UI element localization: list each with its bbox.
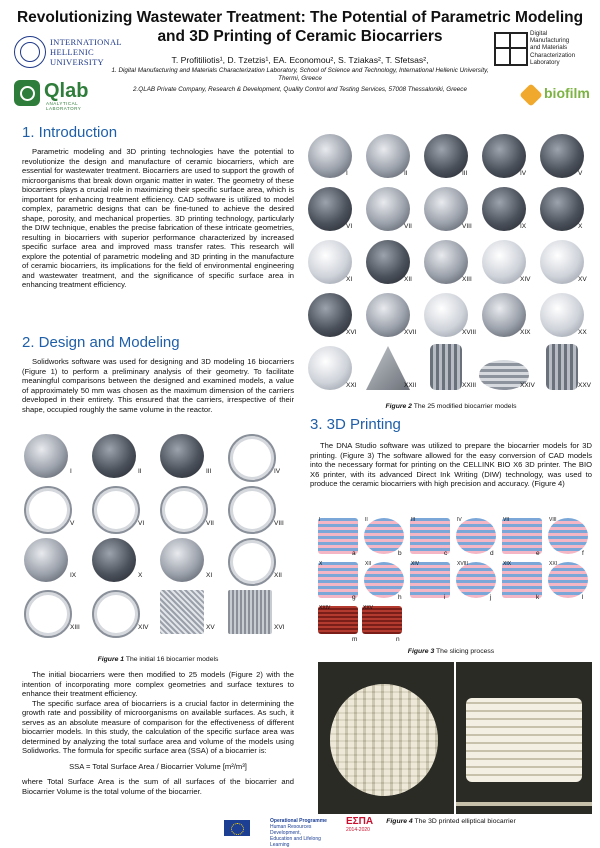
dmmcl-line-3: and Materials xyxy=(530,44,568,52)
figure-4-photo-top xyxy=(318,662,454,814)
fig2-label: XV xyxy=(578,276,587,283)
fig3-numeral: IV xyxy=(457,517,462,523)
fig3-slice-g xyxy=(318,562,358,598)
fig1-label: IX xyxy=(70,572,77,579)
fig3-slice-i xyxy=(410,562,450,598)
fig1-model-14 xyxy=(92,590,140,638)
ihu-logo xyxy=(14,32,124,72)
fig1-label: XV xyxy=(206,624,215,631)
title-line-1: Revolutionizing Wastewater Treatment: The Potential of Parametric Modeling xyxy=(16,9,584,26)
fig2-label: X xyxy=(578,223,583,230)
dmmcl-line-4: Characterization xyxy=(530,51,576,59)
fig1-model-15 xyxy=(160,590,204,634)
fig1-label: XII xyxy=(274,572,282,579)
design-heading: 2. Design and Modeling xyxy=(22,334,180,351)
figure-4-caption-text: The 3D printed elliptical biocarrier xyxy=(412,818,516,825)
fig2-label: VI xyxy=(346,223,353,230)
fig3-numeral: XXI xyxy=(549,561,558,567)
fig3-slice-h xyxy=(364,562,404,598)
intro-text: Parametric modeling and 3D printing technologies have the potential to revolutionize the design and manufacture of ceramic biocarriers, which are essential for wastewater treatment. Biocarriers are used to support the growth of microorganisms that break down organic matter in water. The geometry of these biocarriers plays a crucial role in maximizing their specific surface area, which is important for enhancing treatment efficiency. CAD software is utilized to model complex, parametric designs that can be fine-tuned to achieve the desired shape, porosity, and mechanical properties. 3D printing technology, particularly the DIW technique, enables the precise fabrication of these intricate geometries, resulting in biocarriers with superior performance characterized by increased specific surface area and improved mass transfer rates. This research will explore the potential of parametric modeling and 3D printing in the manufacture of ceramic biocarriers, its implications for the field of environmental engineering and wastewater treatment, and the significance of specific surface area in enhancing treatment efficiency. xyxy=(22,147,294,289)
fig3-numeral: XVIII xyxy=(457,561,468,567)
fig3-letter: n xyxy=(396,636,400,643)
fig1-model-1 xyxy=(24,434,68,478)
fig1-model-10 xyxy=(92,538,136,582)
fig1-label: X xyxy=(138,572,143,579)
qlab-sub: ANALYTICAL LABORATORY xyxy=(46,101,82,111)
dmmcl-line-2: Manufacturing xyxy=(530,37,570,45)
fig1-model-12 xyxy=(228,538,276,586)
espa-years: 2014-2020 xyxy=(346,827,370,833)
figure-2-caption-label: Figure 2 xyxy=(385,403,412,410)
fig1-model-8 xyxy=(228,486,276,534)
design-text: Solidworks software was used for designing and 3D modeling 16 biocarriers (Figure 1) to perform a preliminary analysis of their geometry. To facilitate meaningful comparisons between the designed and examined models, a value of approximately 50 mm was chosen as the maximum dimension of the carriers developed in their entirety. This ensured that the carriers, irrespective of their shape, occupied roughly the same volume in the reactor. xyxy=(22,357,294,414)
design-continued xyxy=(22,670,294,796)
op-line-3: Education and Lifelong Learning xyxy=(270,836,321,848)
authors: T. Profitiliotis¹, D. Tzetzis¹, EA. Economou², S. Tziakas², T. Sfetsas², xyxy=(171,55,429,65)
fig3-numeral: XII xyxy=(365,561,372,567)
design-section xyxy=(22,334,294,414)
op-line-2: Human Resources Development, xyxy=(270,824,312,836)
fig3-letter: e xyxy=(536,550,540,557)
printing-heading: 3. 3D Printing xyxy=(310,416,401,433)
fig2-label: XXV xyxy=(578,382,592,389)
fig1-label: V xyxy=(70,520,75,527)
intro-section xyxy=(22,124,294,290)
fig1-label: IV xyxy=(274,468,281,475)
fig1-model-13 xyxy=(24,590,72,638)
figure-2-caption-text: The 25 modified biocarrier models xyxy=(411,403,517,410)
fig3-letter: h xyxy=(398,594,402,601)
fig1-model-9 xyxy=(24,538,68,582)
figure-4-caption-label: Figure 4 xyxy=(386,818,413,825)
fig1-model-16 xyxy=(228,590,272,634)
fig2-label: XXII xyxy=(404,382,417,389)
fig3-letter: a xyxy=(352,550,356,557)
fig1-label: XVI xyxy=(274,624,285,631)
espa-logo xyxy=(346,816,396,833)
biofilm-logo xyxy=(520,82,598,108)
fig3-letter: m xyxy=(352,636,358,643)
fig1-label: XIV xyxy=(138,624,149,631)
qlab-name: Qlab xyxy=(44,80,89,102)
fig2-label: IX xyxy=(520,223,527,230)
fig3-numeral: XIV xyxy=(411,561,420,567)
fig3-slice-l xyxy=(548,562,588,598)
fig3-numeral: XIX xyxy=(503,561,512,567)
fig2-label: XII xyxy=(404,276,412,283)
fig3-numeral: VII xyxy=(503,517,510,523)
ihu-line-2: HELLENIC xyxy=(50,47,94,57)
fig3-slice-e xyxy=(502,518,542,554)
fig3-letter: d xyxy=(490,550,494,557)
figure-3-caption-text: The slicing process xyxy=(434,648,495,655)
fig1-model-11 xyxy=(160,538,204,582)
fig2-label: XX xyxy=(578,329,587,336)
ihu-line-1: INTERNATIONAL xyxy=(50,37,122,47)
figure-2-caption xyxy=(306,403,596,410)
fig3-numeral: I xyxy=(319,517,321,523)
fig1-label: VII xyxy=(206,520,214,527)
fig2-label: XIII xyxy=(462,276,472,283)
fig2-label: XVIII xyxy=(462,329,477,336)
fig3-letter: f xyxy=(582,550,584,557)
dmmcl-line-1: Digital xyxy=(530,30,548,37)
fig1-model-7 xyxy=(160,486,208,534)
figure-4-photo-side xyxy=(456,662,592,814)
fig2-label: XXI xyxy=(346,382,357,389)
fig1-label: II xyxy=(138,468,142,475)
fig1-label: XIII xyxy=(70,624,80,631)
figure-2 xyxy=(306,130,596,398)
affiliation-2: 2.QLAB Private Company, Research & Development, Quality Control and Testing Services, 57008 Thessaloniki, Greece xyxy=(133,86,467,93)
dmmcl-line-5: Laboratory xyxy=(530,58,560,66)
fig1-label: VI xyxy=(138,520,145,527)
fig1-model-2 xyxy=(92,434,136,478)
biofilm-name: biofilm xyxy=(544,85,590,101)
biofilm-mark-icon xyxy=(519,83,542,106)
fig1-label: I xyxy=(70,468,72,475)
fig3-slice-b xyxy=(364,518,404,554)
fig2-label: XVI xyxy=(346,329,357,336)
title-line-2: and 3D Printing of Ceramic Biocarriers xyxy=(157,28,443,45)
fig3-numeral: X xyxy=(319,561,323,567)
affiliation-1: 1. Digital Manufacturing and Materials Characterization Laboratory, School of Science and Technology, International Hellenic University, Thermi, Greece xyxy=(111,67,489,82)
figure-3 xyxy=(318,518,596,644)
fig3-letter: j xyxy=(490,594,492,601)
fig2-label: VIII xyxy=(462,223,472,230)
fig2-model-25 xyxy=(546,344,578,390)
fig2-label: XXIV xyxy=(520,382,535,389)
fig1-label: III xyxy=(206,468,212,475)
fig3-numeral: III xyxy=(411,517,416,523)
qlab-mark-icon xyxy=(14,80,40,106)
op-title: Operational Programme xyxy=(270,818,327,824)
op-logo xyxy=(270,818,340,848)
fig2-model-23 xyxy=(430,344,462,390)
figure-1-caption xyxy=(22,656,294,663)
fig3-letter: i xyxy=(444,594,446,601)
fig3-slice-c xyxy=(410,518,450,554)
fig1-model-3 xyxy=(160,434,204,478)
fig3-numeral: XXIV xyxy=(319,605,331,611)
figure-1-caption-text: The initial 16 biocarrier models xyxy=(124,656,219,663)
fig3-slice-j xyxy=(456,562,496,598)
fig3-letter: c xyxy=(444,550,448,557)
fig2-label: XIX xyxy=(520,329,531,336)
fig1-label: VIII xyxy=(274,520,284,527)
fig3-numeral: II xyxy=(365,517,368,523)
fig2-label: III xyxy=(462,170,468,177)
fig2-label: VII xyxy=(404,223,412,230)
design-para-2: The initial biocarriers were then modified to 25 models (Figure 2) with the intention of incorporating more complex geometries and surface textures to enhance their treatment efficiency. xyxy=(22,670,294,698)
fig3-letter: g xyxy=(352,594,356,601)
qlab-logo xyxy=(14,80,112,111)
ssa-formula: SSA = Total Surface Area / Biocarrier Volume [m²/m³] xyxy=(69,761,247,771)
fig3-slice-d xyxy=(456,518,496,554)
eu-flag-icon xyxy=(224,820,250,836)
fig3-slice-k xyxy=(502,562,542,598)
figure-3-caption xyxy=(306,648,596,655)
fig3-slice-a xyxy=(318,518,358,554)
fig3-letter: b xyxy=(398,550,402,557)
fig3-letter: k xyxy=(536,594,540,601)
fig3-letter: l xyxy=(582,594,584,601)
figure-3-caption-label: Figure 3 xyxy=(407,648,435,655)
fig1-label: XI xyxy=(206,572,213,579)
printing-section xyxy=(310,416,592,489)
design-para-3: The specific surface area of biocarriers is a crucial factor in determining the growth rate and possibility of microorganisms on available surfaces. As such, it serves as an absolute measure of comparison for the effectiveness of different biocarrier models. In this study, the calculation of the specific surface area was determined by analyzing the total surface area and volume of the models using Solidworks. The formula for specific surface area (SSA) of a biocarrier is: xyxy=(22,698,294,755)
figure-1 xyxy=(20,430,292,640)
figure-1-caption-label: Figure 1 xyxy=(97,656,125,663)
ihu-line-3: UNIVERSITY xyxy=(50,57,104,67)
fig2-label: XI xyxy=(346,276,353,283)
fig3-slice-f xyxy=(548,518,588,554)
fig2-label: I xyxy=(346,170,348,177)
intro-heading: 1. Introduction xyxy=(22,124,118,141)
fig2-label: XXIII xyxy=(462,382,477,389)
fig2-label: XIV xyxy=(520,276,531,283)
fig3-numeral: XXV xyxy=(363,605,374,611)
printing-text: The DNA Studio software was utilized to prepare the biocarrier models for 3D printing. (Figure 3) The software allowed for the easy conversion of CAD models into the necessary format for printing on the CELLINK BIO X6 3D printer. The BIO X6 printer, with its advanced Direct Ink Writing (DIW) technology, was used to produce the ceramic biocarriers with high precision and accuracy. (Figure 4) xyxy=(310,441,592,488)
fig2-label: XVII xyxy=(404,329,417,336)
fig1-model-4 xyxy=(228,434,276,482)
fig2-label: II xyxy=(404,170,408,177)
fig1-model-5 xyxy=(24,486,75,534)
espa-name: ΕΣΠΑ xyxy=(346,816,374,827)
fig3-numeral: VIII xyxy=(549,517,557,523)
fig1-model-6 xyxy=(92,486,140,534)
dmmcl-logo xyxy=(494,30,594,66)
design-para-4: where Total Surface Area is the sum of all surfaces of the biocarrier and Biocarrier Volume is the total volume of the biocarrier. xyxy=(22,777,294,796)
fig2-label: IV xyxy=(520,170,527,177)
fig2-label: V xyxy=(578,170,583,177)
dmmcl-mark-icon xyxy=(494,32,528,66)
